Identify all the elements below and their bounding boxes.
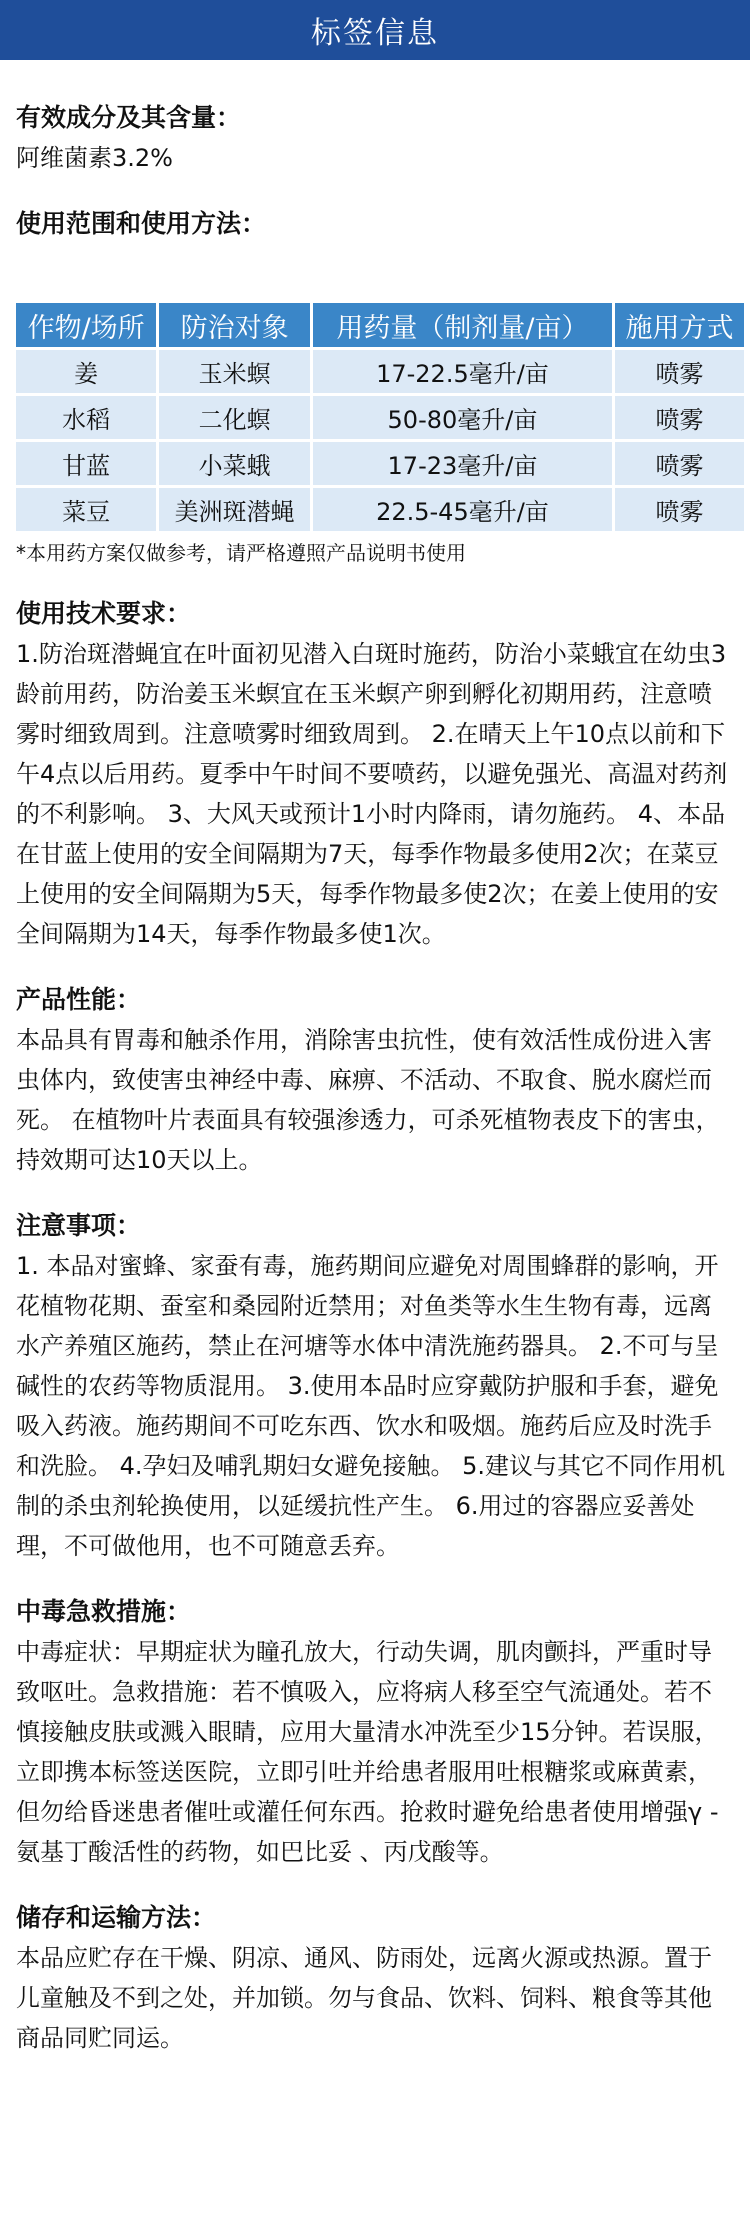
table-row [16,350,744,393]
table-cell-crop: 菜豆 [16,488,156,531]
precautions-title: 注意事项： [16,1211,142,1240]
ingredients-title: 有效成分及其含量： [16,103,242,132]
precautions-text: 1. 本品对蜜蜂、家蚕有毒，施药期间应避免对周围蜂群的影响，开花植物花期、蚕室和桑园附近禁用；对鱼类等水生生物有毒，远离水产养殖区施药，禁止在河塘等水体中清洗施药器具。 2.不可与呈碱性的农药等物质混用。 3.使用本品时应穿戴防护服和手套，避免吸入药液。施药期间不可吃东西、饮水和吸烟。施药后应及时洗手和洗脸。 4.孕妇及哺乳期妇女避免接触。 5.建议与其它不同作用机制的杀虫剂轮换使用，以延缓抗性产生。 6.用过的容器应妥善处理，不可做他用，也不可随意丢弃。 [16,1252,726,1560]
usage-note: *本用药方案仅做参考，请严格遵照产品说明书使用 [16,541,466,565]
table-cell-dosage: 17-22.5毫升/亩 [313,350,612,393]
table-cell-dosage: 17-23毫升/亩 [313,442,612,485]
table-cell-dosage: 50-80毫升/亩 [313,396,612,439]
technical-title: 使用技术要求： [16,599,192,628]
table-cell-crop: 水稻 [16,396,156,439]
table-cell-target: 二化螟 [159,396,310,439]
technical-text: 1.防治斑潜蝇宜在叶面初见潜入白斑时施药，防治小菜蛾宜在幼虫3龄前用药，防治姜玉米螟宜在玉米螟产卵到孵化初期用药，注意喷雾时细致周到。注意喷雾时细致周到。 2.在晴天上午10点以前和下午4点以后用药。夏季中午时间不要喷药，以避免强光、高温对药剂的不利影响。 3、大风天或预计1小时内降雨，请勿施药。 4、本品在甘蓝上使用的安全间隔期为7天，每季作物最多使用2次；在菜豆上使用的安全间隔期为5天，每季作物最多使2次；在姜上使用的安全间隔期为14天，每季作物最多使1次。 [16,640,728,948]
firstaid-text: 中毒症状：早期症状为瞳孔放大，行动失调，肌肉颤抖，严重时导致呕吐。急救措施：若不慎吸入，应将病人移至空气流通处。若不慎接触皮肤或溅入眼睛，应用大量清水冲洗至少15分钟。若误服，立即携本标签送医院，立即引吐并给患者服用吐根糖浆或麻黄素，但勿给昏迷患者催吐或灌任何东西。抢救时避免给患者使用增强γ - 氨基丁酸活性的药物，如巴比妥 、丙戊酸等。 [16,1638,719,1866]
table-cell-method: 喷雾 [615,396,744,439]
storage-title: 储存和运输方法： [16,1903,217,1932]
storage-text: 本品应贮存在干燥、阴凉、通风、防雨处，远离火源或热源。置于儿童触及不到之处，并加锁。勿与食品、饮料、饲料、粮食等其他商品同贮同运。 [16,1944,712,2052]
column-header-dosage: 用药量（制剂量/亩） [313,303,612,347]
table-row [16,396,744,439]
table-cell-crop: 姜 [16,350,156,393]
firstaid-title: 中毒急救措施： [16,1597,192,1626]
column-header-method: 施用方式 [615,303,744,347]
table-cell-target: 小菜蛾 [159,442,310,485]
table-cell-method: 喷雾 [615,488,744,531]
table-row [16,442,744,485]
usage-title: 使用范围和使用方法： [16,209,267,238]
table-cell-target: 玉米螟 [159,350,310,393]
table-cell-crop: 甘蓝 [16,442,156,485]
table-cell-method: 喷雾 [615,442,744,485]
column-header-target: 防治对象 [159,303,310,347]
label-content [0,100,750,2058]
table-row [16,488,744,531]
performance-text: 本品具有胃毒和触杀作用，消除害虫抗性，使有效活性成份进入害虫体内，致使害虫神经中毒、麻痹、不活动、不取食、脱水腐烂而死。 在植物叶片表面具有较强渗透力，可杀死植物表皮下的害虫，持效期可达10天以上。 [16,1026,720,1174]
table-cell-target: 美洲斑潜蝇 [159,488,310,531]
table-cell-dosage: 22.5-45毫升/亩 [313,488,612,531]
performance-title: 产品性能： [16,985,142,1014]
usage-spacer [16,242,734,300]
table-cell-method: 喷雾 [615,350,744,393]
ingredients-text: 阿维菌素3.2% [16,144,173,172]
page-header [0,0,750,60]
dosage-table [13,300,747,534]
dosage-table-header-row [16,303,744,347]
column-header-crop: 作物/场所 [16,303,156,347]
header-title: 标签信息 [311,16,439,51]
